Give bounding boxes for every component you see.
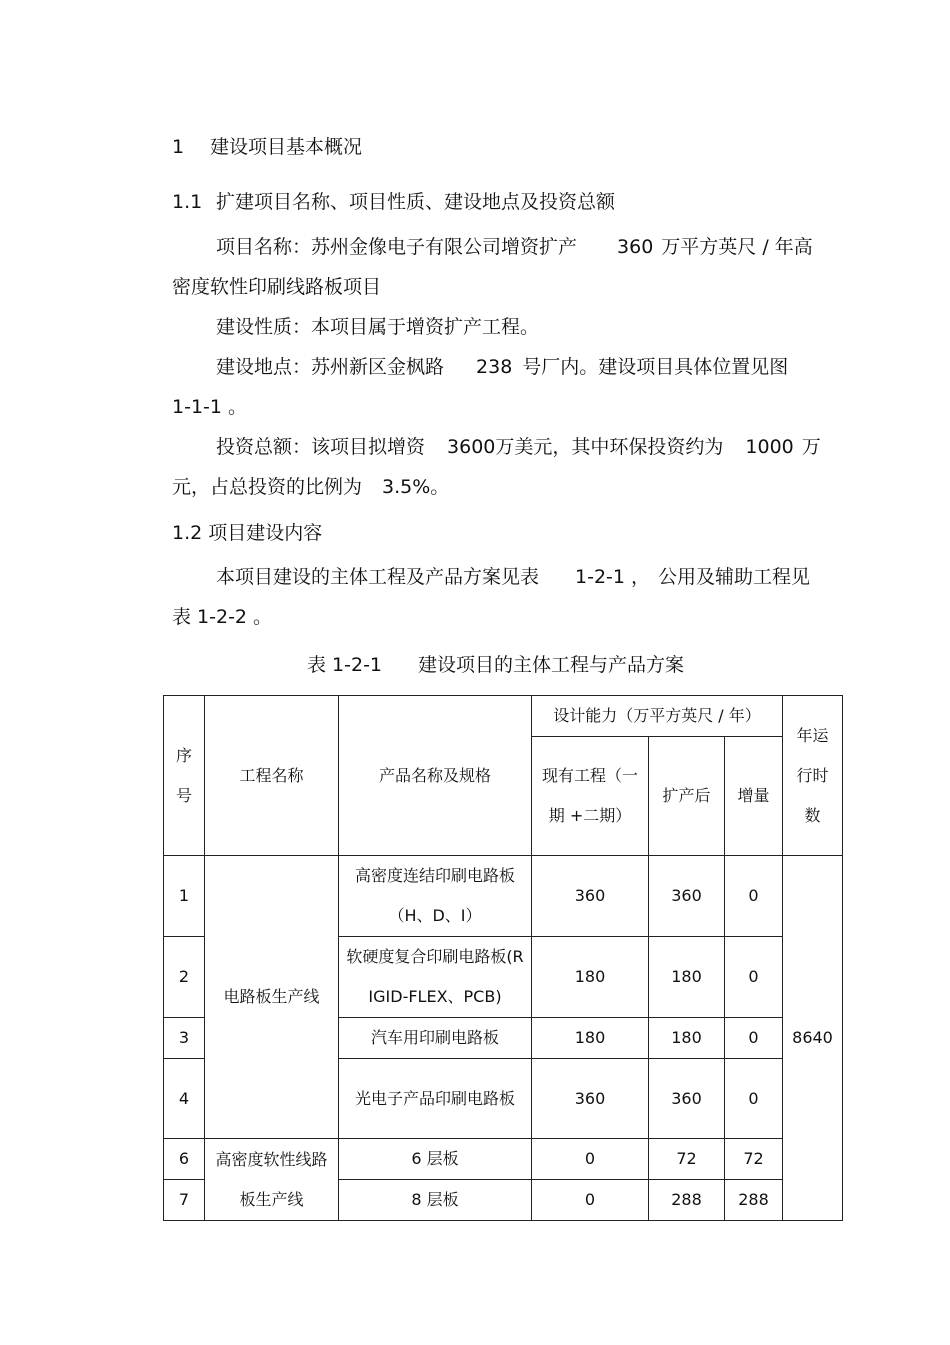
row-seq: 7 xyxy=(164,1180,205,1221)
table-row xyxy=(164,1139,843,1180)
row-increase: 0 xyxy=(725,937,783,1018)
investment-amount: 3600 xyxy=(447,436,496,458)
row-product: 光电子产品印刷电路板 xyxy=(339,1059,532,1139)
table-caption-title: 建设项目的主体工程与产品方案 xyxy=(418,654,685,676)
table-caption xyxy=(307,653,684,677)
header-capacity: 设计能力（万平方英尺 / 年） xyxy=(532,696,783,737)
project-location-suffix: 号厂内。建设项目具体位置见图 xyxy=(522,356,789,378)
header-product: 产品名称及规格 xyxy=(339,696,532,856)
section-heading xyxy=(172,135,362,159)
row-seq: 2 xyxy=(164,937,205,1018)
investment-continuation xyxy=(172,475,449,499)
investment-suffix: 万 xyxy=(801,436,821,458)
project-name-line xyxy=(216,235,813,259)
row-increase: 0 xyxy=(725,1018,783,1059)
subsection-heading-1-2: 1.2 项目建设内容 xyxy=(172,522,323,544)
row-existing: 0 xyxy=(532,1180,649,1221)
project-location-label: 建设地点：苏州新区金枫路 xyxy=(216,356,445,378)
table-row xyxy=(164,856,843,937)
row-after: 180 xyxy=(649,1018,725,1059)
row-seq: 6 xyxy=(164,1139,205,1180)
project-name-suffix: 万平方英尺 / 年高 xyxy=(661,236,813,258)
row-increase: 72 xyxy=(725,1139,783,1180)
header-seq: 序号 xyxy=(164,696,205,856)
row-existing: 360 xyxy=(532,856,649,937)
row-existing: 180 xyxy=(532,937,649,1018)
header-hours: 年运行时数 xyxy=(783,696,843,856)
header-project: 工程名称 xyxy=(205,696,339,856)
content-paragraph-line xyxy=(216,565,810,589)
header-after: 扩产后 xyxy=(649,737,725,856)
subsection-title: 扩建项目名称、项目性质、建设地点及投资总额 xyxy=(216,191,616,213)
project-nature-line: 建设性质：本项目属于增资扩产工程。 xyxy=(216,316,540,338)
investment-label: 投资总额：该项目拟增资 xyxy=(216,436,426,458)
project-location-value: 238 xyxy=(476,356,513,378)
header-existing: 现有工程（一期 +二期） xyxy=(532,737,649,856)
subsection-heading-1-1 xyxy=(172,190,615,214)
row-after: 360 xyxy=(649,856,725,937)
row-increase: 0 xyxy=(725,1059,783,1139)
row-after: 180 xyxy=(649,937,725,1018)
row-product: 6 层板 xyxy=(339,1139,532,1180)
row-seq: 4 xyxy=(164,1059,205,1139)
content-continuation: 表 1-2-2 。 xyxy=(172,606,273,628)
row-product: 汽车用印刷电路板 xyxy=(339,1018,532,1059)
product-plan-table xyxy=(163,695,843,1221)
group-circuit-line: 电路板生产线 xyxy=(205,856,339,1139)
table-caption-number: 表 1-2-1 xyxy=(307,654,383,676)
hours-value: 8640 xyxy=(783,856,843,1221)
project-location-continuation: 1-1-1 。 xyxy=(172,396,248,418)
row-existing: 180 xyxy=(532,1018,649,1059)
investment-middle: 万美元，其中环保投资约为 xyxy=(495,436,724,458)
row-after: 360 xyxy=(649,1059,725,1139)
row-seq: 3 xyxy=(164,1018,205,1059)
content-table-ref: 1-2-1 ， xyxy=(575,566,651,588)
investment-line xyxy=(216,435,821,459)
row-product: 8 层板 xyxy=(339,1180,532,1221)
content-suffix: 公用及辅助工程见 xyxy=(658,566,811,588)
project-name-value: 360 xyxy=(617,236,654,258)
project-location-line xyxy=(216,355,788,379)
row-product: 软硬度复合印刷电路板(RIGID-FLEX、PCB) xyxy=(339,937,532,1018)
investment-ratio-label: 元，占总投资的比例为 xyxy=(172,476,363,498)
row-existing: 360 xyxy=(532,1059,649,1139)
row-increase: 288 xyxy=(725,1180,783,1221)
project-name-label: 项目名称：苏州金像电子有限公司增资扩产 xyxy=(216,236,578,258)
row-product: 高密度连结印刷电路板（H、D、I） xyxy=(339,856,532,937)
env-investment-amount: 1000 xyxy=(745,436,794,458)
subsection-number: 1.1 xyxy=(172,191,203,213)
group-hdi-line: 高密度软性线路板生产线 xyxy=(205,1139,339,1221)
header-increase: 增量 xyxy=(725,737,783,856)
section-title: 建设项目基本概况 xyxy=(210,136,363,158)
project-name-continuation: 密度软性印刷线路板项目 xyxy=(172,276,382,298)
row-seq: 1 xyxy=(164,856,205,937)
row-existing: 0 xyxy=(532,1139,649,1180)
row-increase: 0 xyxy=(725,856,783,937)
section-number: 1 xyxy=(172,136,185,158)
investment-ratio: 3.5%。 xyxy=(382,476,450,498)
row-after: 72 xyxy=(649,1139,725,1180)
content-prefix: 本项目建设的主体工程及产品方案见表 xyxy=(216,566,540,588)
row-after: 288 xyxy=(649,1180,725,1221)
